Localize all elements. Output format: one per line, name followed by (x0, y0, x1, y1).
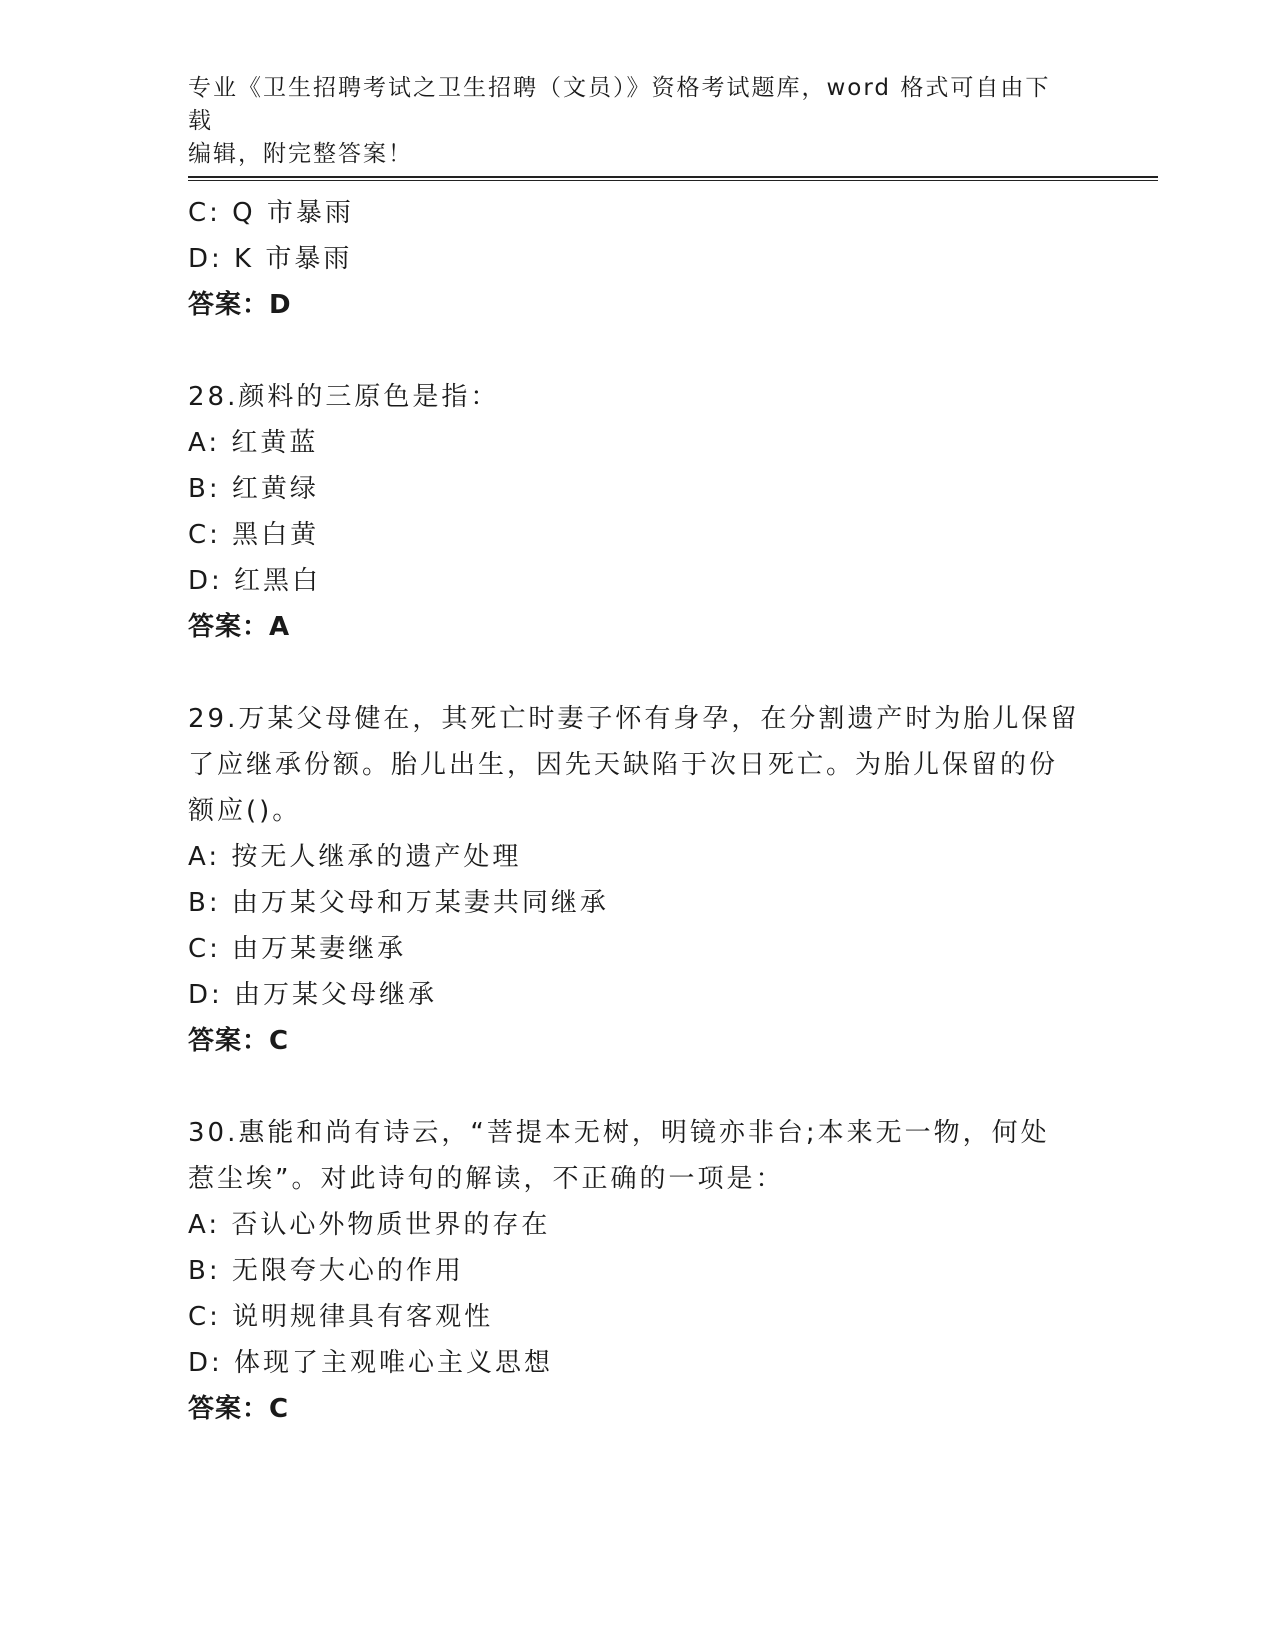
answer: 答案：D (188, 290, 292, 320)
option-d: D: 红黑白 (188, 566, 322, 596)
question-30 (188, 1110, 1088, 1432)
question-text-line-2: 了应继承份额。胎儿出生，因先天缺陷于次日死亡。为胎儿保留的份 (188, 750, 1059, 780)
question-text-line-3: 额应()。 (188, 796, 302, 826)
option-b: B: 由万某父母和万某妻共同继承 (188, 888, 609, 918)
question-list (188, 190, 1088, 1432)
spacer (188, 650, 1088, 696)
option-b: B: 无限夸大心的作用 (188, 1256, 464, 1286)
option-c: C: 黑白黄 (188, 520, 320, 550)
option-b: B: 红黄绿 (188, 474, 319, 504)
answer: 答案：C (188, 1026, 290, 1056)
answer: 答案：C (188, 1394, 290, 1424)
option-a: A: 按无人继承的遗产处理 (188, 842, 522, 872)
option-c: C: Q 市暴雨 (188, 198, 354, 228)
option-c: C: 说明规律具有客观性 (188, 1302, 494, 1332)
spacer (188, 328, 1088, 374)
question-text-line-1: 29.万某父母健在，其死亡时妻子怀有身孕，在分割遗产时为胎儿保留 (188, 704, 1080, 734)
question-text-line-2: 惹尘埃”。对此诗句的解读，不正确的一项是： (188, 1164, 785, 1194)
option-d: D: 体现了主观唯心主义思想 (188, 1348, 554, 1378)
question-27 (188, 190, 1088, 328)
answer: 答案：A (188, 612, 291, 642)
option-d: D: 由万某父母继承 (188, 980, 438, 1010)
option-a: A: 红黄蓝 (188, 428, 319, 458)
header-line-1: 专业《卫生招聘考试之卫生招聘（文员）》资格考试题库，word 格式可自由下载 (188, 75, 1051, 134)
option-a: A: 否认心外物质世界的存在 (188, 1210, 551, 1240)
header-line-2: 编辑，附完整答案！ (188, 141, 413, 167)
question-text: 28.颜料的三原色是指： (188, 382, 500, 412)
document-header (188, 72, 1068, 171)
header-divider (188, 176, 1158, 181)
spacer (188, 1064, 1088, 1110)
question-28 (188, 374, 1088, 650)
option-d: D: K 市暴雨 (188, 244, 353, 274)
question-29 (188, 696, 1088, 1064)
question-text-line-1: 30.惠能和尚有诗云，“菩提本无树，明镜亦非台;本来无一物，何处 (188, 1118, 1050, 1148)
option-c: C: 由万某妻继承 (188, 934, 407, 964)
